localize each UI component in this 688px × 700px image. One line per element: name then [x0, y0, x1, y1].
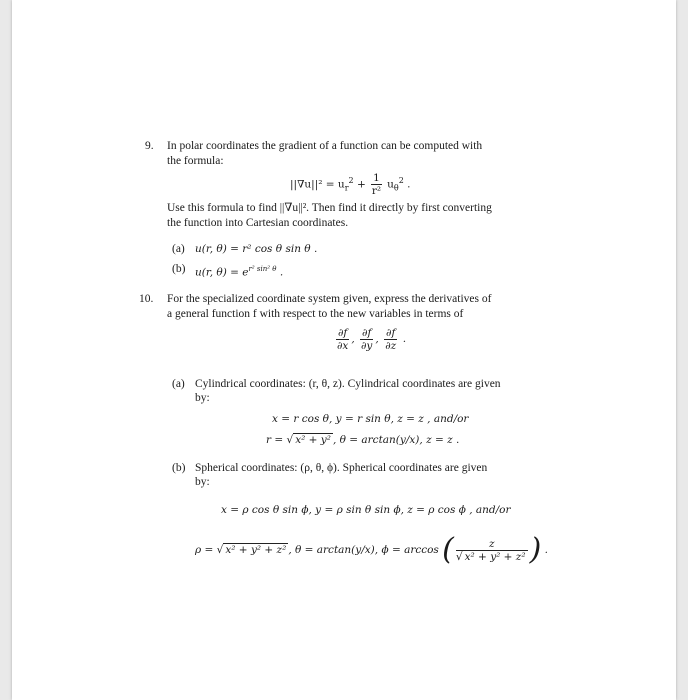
formula-plus: + — [356, 178, 366, 191]
problem-9-part-b-expr: u(r, $\theta) = e^{r^2 sin^2 \theta}$ . — [195, 265, 284, 279]
problem-10-part-b-line1: Spherical coordinates: (ρ, θ, ϕ). Spherical coordinates are given — [195, 462, 488, 474]
problem-9-part-a-label: (a) — [172, 243, 185, 255]
left-paren: ( — [442, 532, 454, 567]
sph-end: . — [544, 544, 548, 556]
partial-fx — [336, 327, 349, 352]
cyl-eq2-sqrt: x² + y² — [295, 434, 331, 446]
partial-fz — [384, 327, 397, 352]
part-b-exponent: r² sin² θ — [248, 265, 277, 273]
problem-10-part-a-label: (a) — [172, 378, 185, 390]
partial-fx-den: ∂x — [336, 339, 349, 352]
spherical-eq2: ρ = √ x² + y² + z² , θ = arctan(y/x), ϕ = arccos ( $\frac{z}{\text{√ x² + y² + z²}}$ ) . — [195, 532, 548, 567]
problem-10-intro-line2: a general function f with respect to the new variables in terms of — [167, 308, 464, 320]
problem-9-number: 9. — [145, 140, 154, 152]
problem-10-partials: $\frac{\partial f}{\partial x}$ , $\frac{\partial f}{\partial y}$ , $\frac{\partial f}{\partial z}$ . — [336, 326, 407, 352]
right-paren: ) — [529, 532, 542, 567]
problem-10-part-a-line2: by: — [195, 392, 210, 404]
problem-9-part-a-expr: u(r, θ) = r² cos θ sin θ . — [195, 243, 318, 255]
partial-fy-num: ∂f — [362, 326, 372, 339]
problem-10-part-a-line1: Cylindrical coordinates: (r, θ, z). Cylindrical coordinates are given — [195, 378, 501, 390]
sph-fraction-den: √ x² + y² + z² — [455, 550, 526, 563]
problem-10-part-b-line2: by: — [195, 476, 210, 488]
formula-fraction — [371, 172, 382, 197]
formula-lhs: ||∇u||² = u — [290, 178, 345, 191]
cyl-eq2-lhs: r = — [266, 434, 284, 446]
problem-10-part-b-label: (b) — [172, 462, 186, 474]
formula-fraction-num: 1 — [373, 172, 380, 184]
spherical-eq1: x = ρ cos θ sin ϕ, y = ρ sin θ sin ϕ, z = ρ cos ϕ , and/or — [221, 504, 511, 516]
cyl-eq2-rest: , θ = arctan(y/x), z = z . — [332, 434, 460, 446]
partial-fy-den: ∂y — [360, 339, 373, 352]
problem-9-use-line2: the function into Cartesian coordinates. — [167, 217, 349, 229]
sph-eq2-sqrt: x² + y² + z² — [225, 544, 287, 556]
cylindrical-eq1: x = r cos θ, y = r sin θ, z = z , and/or — [272, 413, 469, 425]
sph-eq2-mid: , θ = arctan(y/x), ϕ = arccos — [288, 544, 439, 556]
partial-fz-num: ∂f — [386, 326, 396, 339]
sph-fraction-num: z — [456, 538, 528, 551]
sph-fraction-den-sqrt: x² + y² + z² — [464, 550, 526, 563]
partial-fy — [360, 327, 373, 352]
sph-fraction — [456, 538, 528, 563]
document-page — [12, 0, 676, 700]
problem-10-intro-line1: For the specialized coordinate system given, express the derivatives of — [167, 293, 492, 305]
cylindrical-eq2: r = √ x² + y² , θ = arctan(y/x), z = z . — [266, 434, 460, 446]
formula-fraction-den: r² — [371, 185, 382, 197]
problem-9-part-b-label: (b) — [172, 263, 186, 275]
partial-fx-num: ∂f — [338, 326, 348, 339]
problem-9-intro-line1: In polar coordinates the gradient of a function can be computed with — [167, 140, 483, 152]
problem-9-use-line1: Use this formula to find ||∇u||². Then find it directly by first converting — [167, 202, 492, 214]
problem-10-number: 10. — [139, 293, 154, 305]
problem-9-gradient-formula: $||\nabla u||^2 = u_r^2$ + $\frac{1}{\text{r²}}$ $u_\theta^2$ . — [290, 172, 411, 197]
problem-9-intro-line2: the formula: — [167, 155, 224, 167]
sph-eq2-lhs: ρ = — [195, 544, 214, 556]
part-b-expr-base: u(r, θ) = e — [195, 266, 249, 279]
partial-fz-den: ∂z — [385, 339, 397, 352]
formula-term2: u — [387, 178, 394, 191]
